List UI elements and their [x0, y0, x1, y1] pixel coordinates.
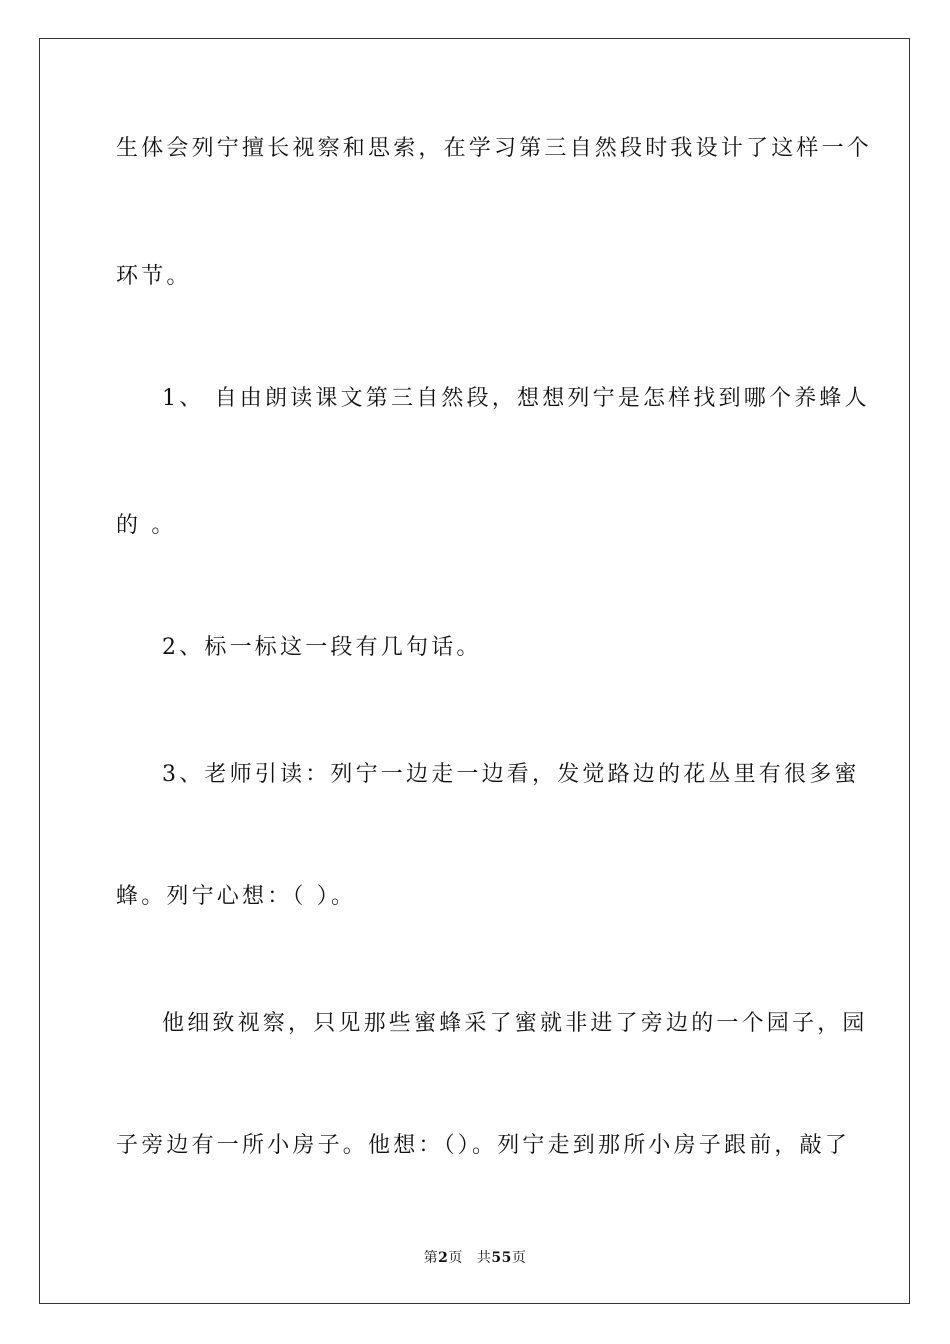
- footer-total-suffix: 页: [511, 1250, 527, 1266]
- page-footer: [0, 1248, 950, 1268]
- text-line-7: 蜂。列宁心想：（ ）。: [116, 884, 357, 909]
- footer-page-number: 2: [438, 1250, 449, 1266]
- text-line-5: 2、标一标这一段有几句话。: [162, 635, 482, 660]
- footer-page-suffix: 页: [448, 1250, 463, 1266]
- footer-total-pages: 55: [491, 1250, 512, 1266]
- footer-page-prefix: 第: [423, 1250, 439, 1266]
- text-line-6: 3、老师引读：列宁一边走一边看，发觉路边的花丛里有很多蜜: [162, 762, 860, 787]
- text-line-9: 子旁边有一所小房子。他想：（）。列宁走到那所小房子跟前，敲了: [116, 1133, 851, 1158]
- page-frame: [39, 38, 910, 1304]
- text-line-3: 1、 自由朗读课文第三自然段，想想列宁是怎样找到哪个养蜂人: [162, 386, 870, 411]
- text-line-2: 环节。: [116, 264, 192, 289]
- footer-total-prefix: 共: [476, 1250, 492, 1266]
- text-line-4: 的 。: [116, 513, 177, 538]
- text-line-8: 他细致视察，只见那些蜜蜂采了蜜就非进了旁边的一个园子，园: [162, 1011, 868, 1036]
- text-line-1: 生体会列宁擅长视察和思索，在学习第三自然段时我设计了这样一个: [116, 136, 873, 161]
